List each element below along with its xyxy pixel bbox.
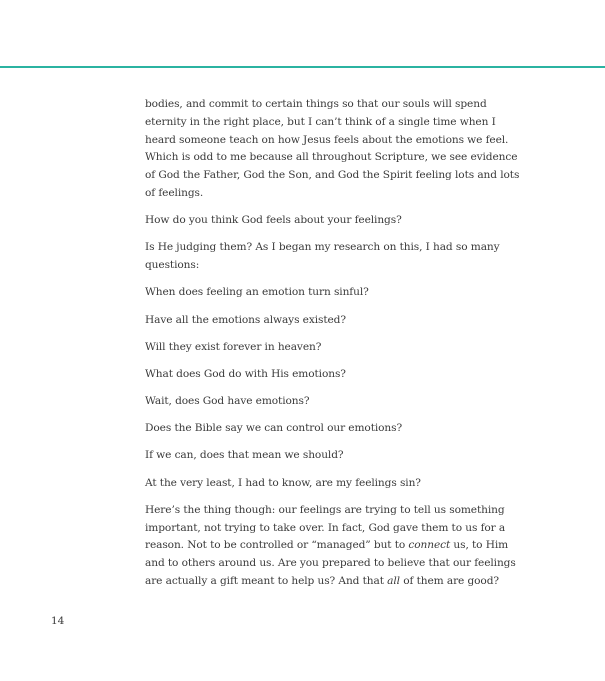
final-emphasis-connect: connect <box>408 539 451 552</box>
question-6: Does the Bible say we can control our emotions? <box>145 422 403 435</box>
paragraph-1: bodies, and commit to certain things so that our souls will spend eternity in the right place, but I can’t think of a single time when I heard someone teach on how Jesus feels about the emotions we feel. Which is odd to me because all throughout Scripture, we see evidence of God the Father, God the Son, and God the Spirit feeling lots and lots of feelings. <box>145 98 520 199</box>
header-rule <box>0 66 605 68</box>
final-text-c: us, to Him and to others around us. Are you prepared to believe that our feelings are actually a gift meant to help us? And that <box>145 539 516 588</box>
final-emphasis-all: all <box>387 575 400 588</box>
question-2: Have all the emotions always existed? <box>145 313 346 326</box>
question-7: If we can, does that mean we should? <box>145 449 344 462</box>
question-4: What does God do with His emotions? <box>145 367 346 380</box>
question-3: Will they exist forever in heaven? <box>145 340 322 353</box>
page-number: 14 <box>51 615 65 627</box>
paragraph-final <box>145 502 525 591</box>
question-5: Wait, does God have emotions? <box>145 395 310 408</box>
paragraph-3: Is He judging them? As I began my research on this, I had so many questions: <box>145 241 500 272</box>
paragraph-conclusion: At the very least, I had to know, are my feelings sin? <box>145 476 421 489</box>
question-1: When does feeling an emotion turn sinful? <box>145 286 369 299</box>
body-text <box>145 96 525 600</box>
final-text-e: of them are good? <box>399 575 499 588</box>
final-text-a: Here’s the thing though: our feelings are trying to tell us something important, not trying to take over. In fact, God gave them to us for a reason. Not to be controlled or “managed” but to <box>145 503 506 552</box>
paragraph-2: How do you think God feels about your feelings? <box>145 214 402 227</box>
